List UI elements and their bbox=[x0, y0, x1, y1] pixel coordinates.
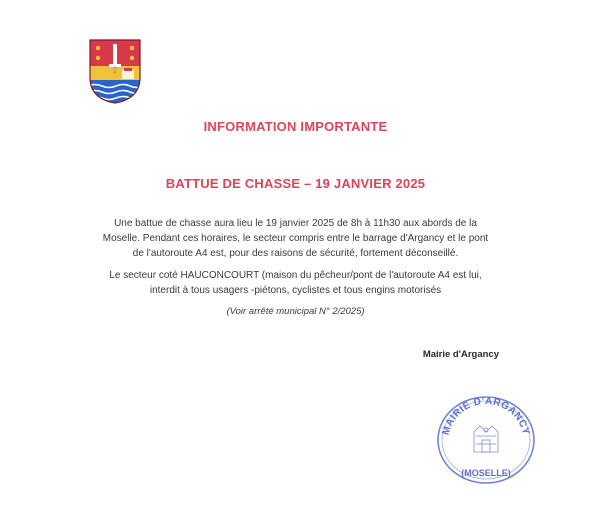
stamp-text-top: MAIRIE D'ARGANCY bbox=[440, 395, 532, 437]
signature: Mairie d'Argancy bbox=[422, 349, 499, 360]
restriction-paragraph bbox=[60, 268, 531, 298]
stamp-text-bottom: (MOSELLE) bbox=[461, 468, 511, 478]
announcement-paragraph bbox=[60, 216, 531, 261]
event-title: BATTUE DE CHASSE – 19 JANVIER 2025 bbox=[165, 176, 426, 191]
paragraph-line: de l'autoroute A4 est, pour des raisons de sécurité, fortement déconseillé. bbox=[132, 248, 459, 259]
official-stamp bbox=[434, 390, 538, 486]
paragraph-line: Moselle. Pendant ces horaires, le secteur compris entre le barrage d'Argancy et le pont bbox=[102, 233, 489, 244]
decree-reference: (Voir arrêté municipal N° 2/2025) bbox=[226, 306, 365, 317]
paragraph-line: interdit à tous usagers -piétons, cyclistes et tous engins motorisés bbox=[149, 285, 442, 296]
stamp-emblem-icon bbox=[474, 426, 498, 452]
page-title: INFORMATION IMPORTANTE bbox=[203, 119, 388, 134]
municipal-crest-icon bbox=[88, 38, 142, 104]
svg-text:MAIRIE D'ARGANCY bbox=[441, 396, 532, 436]
paragraph-line: Une battue de chasse aura lieu le 19 janvier 2025 de 8h à 11h30 aux abords de la bbox=[114, 218, 477, 229]
paragraph-line: Le secteur coté HAUCONCOURT (maison du pêcheur/pont de l'autoroute A4 est lui, bbox=[109, 270, 482, 281]
